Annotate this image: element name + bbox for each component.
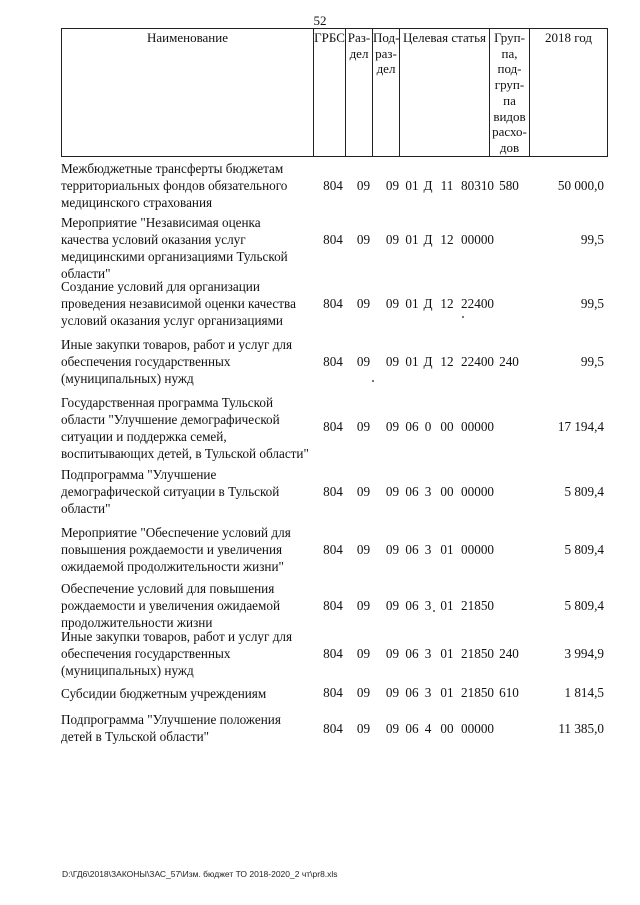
row-grbs: 804 [323,542,343,557]
row-target-subprogram: Д [423,178,433,193]
page-number: 52 [313,13,327,28]
row-target-subprogram: 3 [424,484,432,499]
row-podrazdel: 09 [385,484,400,499]
header-group-line: па, [501,45,518,61]
row-amount-2018: 50 000,0 [557,178,604,193]
row-name: Иные закупки товаров, работ и услуг для обеспечения государственных (муниципальных) нужд [61,337,293,386]
row-name: Подпрограмма "Улучшение положения детей в Тульской области" [61,712,281,744]
row-grbs: 804 [323,685,343,700]
row-target-subprogram: 4 [424,721,432,736]
row-target-direction: 21850 [461,685,494,700]
row-target-direction: 00000 [461,721,494,736]
header-group-line: па [503,92,516,108]
header-name: Наименование [61,28,314,157]
row-target-subprogram: Д [423,232,433,247]
header-razdel [346,28,373,157]
row-target-program: 06 [405,685,419,700]
row-target-program: 06 [405,419,419,434]
row-razdel: 09 [356,646,371,661]
row-grbs: 804 [323,646,343,661]
row-target-event: 00 [440,721,454,736]
row-razdel: 09 [356,484,371,499]
row-name: Субсидии бюджетным учреждениям [61,686,267,701]
header-target: Целевая статья [400,28,490,157]
row-target-subprogram: 3 [424,598,432,613]
row-podrazdel: 09 [385,232,400,247]
header-podrazdel [373,28,400,157]
header-group-line: дов [499,139,520,155]
row-amount-2018: 99,5 [580,296,604,311]
row-target-event: 00 [440,419,454,434]
header-group-line: под- [497,61,522,77]
header-year: 2018 год [530,28,608,157]
header-podrazdel-line: Под- [373,30,400,45]
row-target-event: 01 [440,685,454,700]
row-grbs: 804 [323,484,343,499]
row-target-direction: 21850 [461,646,494,661]
row-name: Обеспечение условий для повышения рождаемости и увеличения ожидаемой продолжительности жизни [61,581,281,630]
header-group-line: видов [493,108,526,124]
row-target-program: 01 [405,354,419,369]
row-target-program: 01 [405,178,419,193]
row-target-event: 01 [440,598,454,613]
row-target-program: 06 [405,542,419,557]
header-razdel-line: Раз- [347,30,371,45]
row-target-subprogram: 3 [424,685,432,700]
row-grbs: 804 [323,232,343,247]
row-target-program: 01 [405,296,419,311]
row-podrazdel: 09 [385,646,400,661]
row-name: Мероприятие "Обеспечение условий для повышения рождаемости и увеличения ожидаемой продолжительности жизни" [61,525,291,574]
row-target-direction: 00000 [461,232,494,247]
row-grbs: 804 [323,598,343,613]
row-target-direction: 22400 [461,354,494,369]
row-razdel: 09 [356,178,371,193]
row-razdel: 09 [356,296,371,311]
row-podrazdel: 09 [385,542,400,557]
row-expense-group: 240 [499,354,519,369]
row-podrazdel: 09 [385,721,400,736]
header-grbs: ГРБС [314,28,346,157]
row-target-direction: 22400 [461,296,494,311]
row-target-event: 12 [440,354,454,369]
row-target-direction: 00000 [461,419,494,434]
row-expense-group: 240 [499,646,519,661]
row-target-subprogram: Д [423,296,433,311]
row-razdel: 09 [356,232,371,247]
row-target-event: 01 [440,646,454,661]
header-group [490,28,530,157]
scan-artifact [372,380,374,382]
row-amount-2018: 5 809,4 [564,542,604,557]
row-podrazdel: 09 [385,419,400,434]
row-amount-2018: 3 994,9 [564,646,604,661]
row-target-program: 06 [405,484,419,499]
row-name: Межбюджетные трансферты бюджетам территориальных фондов обязательного медицинского страхования [61,161,288,210]
row-grbs: 804 [323,296,343,311]
row-grbs: 804 [323,178,343,193]
row-amount-2018: 99,5 [580,354,604,369]
row-target-subprogram: Д [423,354,433,369]
row-name: Государственная программа Тульской области "Улучшение демографической ситуации и поддержка семей, воспитывающих детей, в Тульской области" [61,395,309,461]
row-amount-2018: 99,5 [580,232,604,247]
row-target-direction: 21850 [461,598,494,613]
row-podrazdel: 09 [385,354,400,369]
row-target-direction: 00000 [461,484,494,499]
row-grbs: 804 [323,419,343,434]
scan-artifact [433,610,435,612]
row-target-program: 06 [405,721,419,736]
row-target-direction: 00000 [461,542,494,557]
row-name: Мероприятие "Независимая оценка качества условий оказания услуг медицинскими организациями Тульской области" [61,215,288,281]
row-amount-2018: 5 809,4 [564,484,604,499]
row-target-program: 06 [405,646,419,661]
row-name: Иные закупки товаров, работ и услуг для обеспечения государственных (муниципальных) нужд [61,629,293,678]
row-amount-2018: 17 194,4 [557,419,604,434]
header-group-line: Груп- [494,30,525,45]
row-target-event: 01 [440,542,454,557]
row-target-program: 06 [405,598,419,613]
row-grbs: 804 [323,354,343,369]
row-target-direction: 80310 [461,178,494,193]
row-razdel: 09 [356,598,371,613]
row-target-event: 12 [440,232,454,247]
row-target-subprogram: 3 [424,646,432,661]
row-name: Создание условий для организации проведения независимой оценки качества условий оказания услуг организациями [61,279,296,328]
scan-artifact [462,316,464,318]
row-razdel: 09 [356,685,371,700]
row-target-subprogram: 0 [424,419,432,434]
row-razdel: 09 [356,354,371,369]
row-amount-2018: 1 814,5 [564,685,604,700]
row-target-subprogram: 3 [424,542,432,557]
row-grbs: 804 [323,721,343,736]
header-podrazdel-line: раз- [375,45,397,61]
row-razdel: 09 [356,542,371,557]
row-target-event: 11 [440,178,454,193]
row-expense-group: 580 [499,178,519,193]
row-podrazdel: 09 [385,685,400,700]
row-razdel: 09 [356,721,371,736]
row-target-event: 12 [440,296,454,311]
row-amount-2018: 11 385,0 [558,721,604,736]
row-amount-2018: 5 809,4 [564,598,604,613]
file-path-footer: D:\ГД6\2018\ЗАКОНЫ\ЗАС_57\Изм. бюджет ТО 2018-2020_2 чт\pr8.xls [62,869,338,879]
header-group-line: груп- [494,77,525,93]
header-razdel-line: дел [349,45,369,61]
row-name: Подпрограмма "Улучшение демографической ситуации в Тульской области" [61,467,280,516]
row-target-program: 01 [405,232,419,247]
header-group-line: расхо- [492,124,527,140]
row-target-event: 00 [440,484,454,499]
row-podrazdel: 09 [385,178,400,193]
header-podrazdel-line: дел [376,61,396,76]
row-podrazdel: 09 [385,296,400,311]
row-razdel: 09 [356,419,371,434]
row-expense-group: 610 [499,685,519,700]
row-podrazdel: 09 [385,598,400,613]
